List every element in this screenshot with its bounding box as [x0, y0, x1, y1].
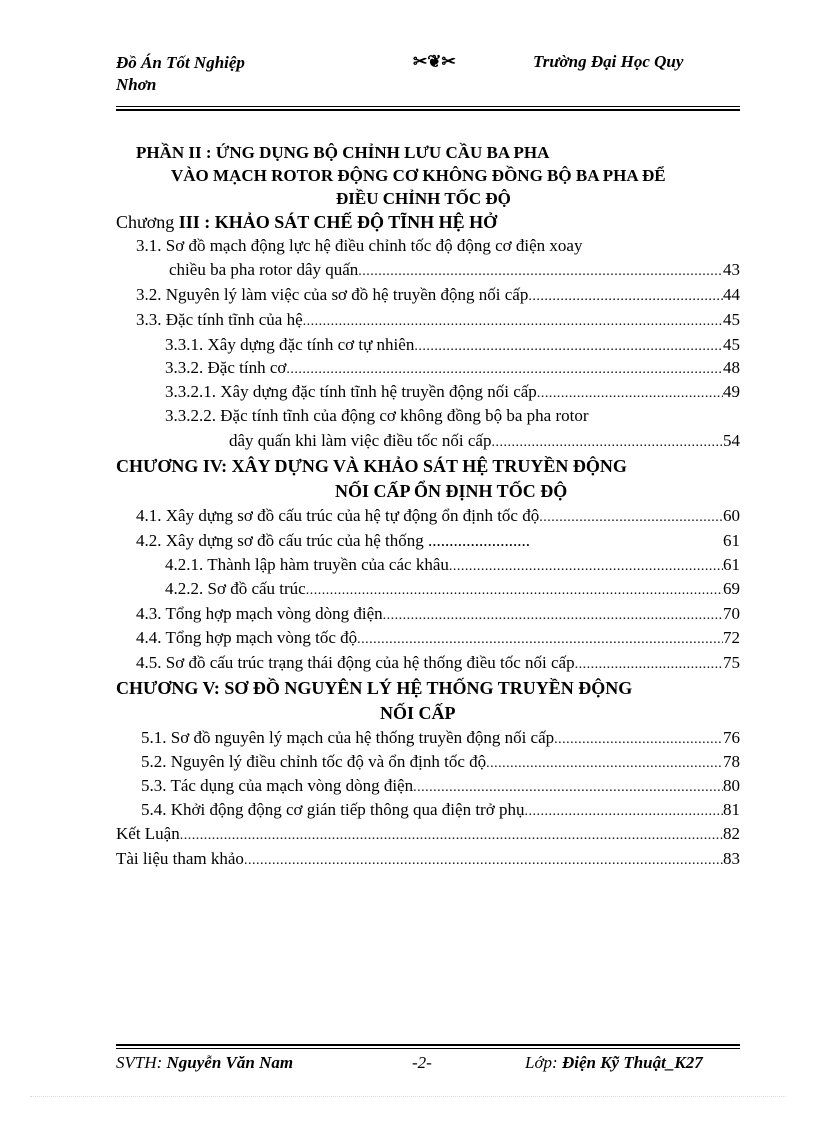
- toc-entry-4-3[interactable]: [136, 604, 740, 628]
- footer-divider-thick: [116, 1044, 740, 1046]
- toc-leader: [303, 314, 723, 330]
- toc-entry-5-2[interactable]: [141, 752, 740, 776]
- chapter-3-heading: [116, 212, 497, 233]
- toc-page-number: 80: [723, 776, 740, 795]
- toc-entry-title: chiều ba pha rotor dây quấn: [169, 260, 359, 279]
- toc-entry-title: 4.1. Xây dựng sơ đồ cấu trúc của hệ tự động ổn định tốc độ: [136, 506, 540, 525]
- toc-entry-title: Tài liệu tham khảo: [116, 849, 244, 868]
- footer-class: [525, 1053, 703, 1073]
- toc-entry-4-5[interactable]: [136, 653, 740, 677]
- toc-entry-title: 5.1. Sơ đồ nguyên lý mạch của hệ thống truyền động nối cấp: [141, 728, 555, 747]
- toc-entry-references[interactable]: [116, 849, 740, 873]
- header-ornament-icon: ✂❦✂: [413, 52, 456, 71]
- header-school: Trường Đại Học Quy: [533, 52, 684, 71]
- toc-entry-title: 3.2. Nguyên lý làm việc của sơ đồ hệ truyền động nối cấp: [136, 285, 529, 304]
- header-left-text-2: Nhơn: [116, 75, 157, 94]
- toc-entry-title: 4.2. Xây dựng sơ đồ cấu trúc của hệ thống ........................: [136, 531, 531, 550]
- toc-leader: [491, 435, 723, 451]
- toc-entry-title: 3.3.2. Đặc tính cơ: [165, 358, 287, 377]
- toc-page-number: 82: [723, 824, 740, 843]
- toc-page-number: 45: [723, 310, 740, 329]
- toc-entry-3-3-2-2-line1: 3.3.2.2. Đặc tính tĩnh của động cơ không đồng bộ ba pha rotor: [165, 406, 589, 425]
- part-heading-line1: PHẦN II : ỨNG DỤNG BỘ CHỈNH LƯU CẦU BA PHA: [136, 143, 550, 162]
- toc-leader: [524, 804, 723, 820]
- toc-page-number: 78: [723, 752, 740, 771]
- toc-page-number: 72: [723, 628, 740, 647]
- toc-entry-4-4[interactable]: [136, 628, 740, 652]
- toc-entry-title: 3.3.1. Xây dựng đặc tính cơ tự nhiên: [165, 335, 415, 354]
- toc-entry-3-2[interactable]: [136, 285, 740, 309]
- header-divider-thick: [116, 109, 740, 111]
- chapter-5-heading-line1: CHƯƠNG V: SƠ ĐỒ NGUYÊN LÝ HỆ THỐNG TRUYỀN ĐỘNG: [116, 678, 633, 698]
- toc-leader: [413, 780, 723, 796]
- toc-entry-title: 5.3. Tác dụng của mạch vòng dòng điện: [141, 776, 414, 795]
- toc-page-number: 61: [723, 531, 740, 550]
- toc-entry-3-3-2-1[interactable]: [165, 382, 740, 406]
- toc-page-number: 70: [723, 604, 740, 623]
- toc-leader: [539, 510, 723, 526]
- footer-student-label: SVTH:: [116, 1053, 167, 1072]
- toc-page-number: 48: [723, 358, 740, 377]
- toc-page-number: 43: [723, 260, 740, 279]
- toc-entry-3-3[interactable]: [136, 310, 740, 334]
- toc-entry-5-1[interactable]: [141, 728, 740, 752]
- toc-leader: [537, 386, 723, 402]
- toc-page-number: 61: [723, 555, 740, 574]
- toc-page-number: 44: [723, 285, 740, 304]
- toc-leader: [383, 608, 723, 624]
- toc-entry-title: 3.3. Đặc tính tĩnh của hệ: [136, 310, 303, 329]
- toc-entry-4-2-2[interactable]: [165, 579, 740, 603]
- toc-entry-5-4[interactable]: [141, 800, 740, 824]
- toc-entry-3-1[interactable]: [169, 260, 740, 284]
- toc-leader: [180, 828, 723, 844]
- toc-page-number: 76: [723, 728, 740, 747]
- toc-entry-title: dây quấn khi làm việc điều tốc nối cấp: [229, 431, 492, 450]
- toc-leader: [528, 289, 723, 305]
- toc-page-number: 75: [723, 653, 740, 672]
- part-heading-line2: VÀO MẠCH ROTOR ĐỘNG CƠ KHÔNG ĐỒNG BỘ BA PHA ĐỂ: [171, 166, 666, 185]
- page-edge: [30, 1096, 786, 1097]
- footer-student: [116, 1053, 293, 1073]
- toc-entry-title: 4.5. Sơ đồ cấu trúc trạng thái động của hệ thống điều tốc nối cấp: [136, 653, 575, 672]
- footer-class-label: Lớp:: [525, 1053, 562, 1072]
- toc-entry-title: 4.2.2. Sơ đồ cấu trúc: [165, 579, 306, 598]
- toc-entry-3-3-2[interactable]: [165, 358, 740, 382]
- toc-leader: [414, 339, 723, 355]
- toc-entry-4-2[interactable]: [136, 531, 740, 555]
- toc-leader: [554, 732, 723, 748]
- toc-page-number: 49: [723, 382, 740, 401]
- footer-page-number: -2-: [412, 1053, 432, 1072]
- toc-leader: [244, 853, 723, 869]
- toc-entry-3-1-line1: 3.1. Sơ đồ mạch động lực hệ điều chỉnh tốc độ động cơ điện xoay: [136, 236, 583, 255]
- toc-entry-4-2-1[interactable]: [165, 555, 740, 579]
- part-heading-line3: ĐIỀU CHỈNH TỐC ĐỘ: [336, 189, 511, 208]
- footer-student-name: Nguyễn Văn Nam: [166, 1053, 294, 1072]
- chapter-3-prefix: Chương: [116, 212, 179, 232]
- toc-entry-title: 3.3.2.1. Xây dựng đặc tính tĩnh hệ truyền động nối cấp: [165, 382, 537, 401]
- header-divider: [116, 106, 740, 107]
- header-left-text: Đồ Án Tốt Nghiệp: [116, 53, 245, 72]
- toc-page-number: 60: [723, 506, 740, 525]
- toc-page-number: 83: [723, 849, 740, 868]
- toc-entry-title: Kết Luận: [116, 824, 180, 843]
- toc-entry-conclusion[interactable]: [116, 824, 740, 848]
- toc-page-number: 81: [723, 800, 740, 819]
- footer-class-value: Điện Kỹ Thuật_K27: [561, 1053, 703, 1072]
- toc-entry-3-3-2-2[interactable]: [229, 431, 740, 455]
- toc-entry-4-1[interactable]: [136, 506, 740, 530]
- toc-entry-title: 5.2. Nguyên lý điều chỉnh tốc độ và ổn định tốc độ: [141, 752, 487, 771]
- chapter-4-heading-line1: CHƯƠNG IV: XÂY DỰNG VÀ KHẢO SÁT HỆ TRUYỀN ĐỘNG: [116, 456, 627, 476]
- toc-leader: [575, 657, 723, 673]
- toc-page-number: 45: [723, 335, 740, 354]
- toc-entry-title: 5.4. Khởi động động cơ gián tiếp thông qua điện trở phụ: [141, 800, 525, 819]
- footer-divider: [116, 1048, 740, 1049]
- toc-page-number: 54: [723, 431, 740, 450]
- toc-entry-title: 4.4. Tổng hợp mạch vòng tốc độ: [136, 628, 358, 647]
- toc-page-number: 69: [723, 579, 740, 598]
- header-title: [116, 52, 245, 96]
- toc-entry-title: 4.3. Tổng hợp mạch vòng dòng điện: [136, 604, 383, 623]
- toc-entry-5-3[interactable]: [141, 776, 740, 800]
- toc-entry-3-3-1[interactable]: [165, 335, 740, 359]
- toc-leader: [358, 264, 723, 280]
- toc-leader: [357, 632, 723, 648]
- toc-entry-title: 4.2.1. Thành lập hàm truyền của các khâu: [165, 555, 449, 574]
- toc-leader: [286, 362, 723, 378]
- chapter-4-heading-line2: NỐI CẤP ỔN ĐỊNH TỐC ĐỘ: [335, 481, 568, 501]
- chapter-5-heading-line2: NỐI CẤP: [380, 703, 456, 723]
- toc-leader: [486, 756, 723, 772]
- toc-leader: [306, 583, 723, 599]
- toc-leader: [449, 559, 723, 575]
- chapter-3-title: III : KHẢO SÁT CHẾ ĐỘ TĨNH HỆ HỞ: [178, 212, 498, 232]
